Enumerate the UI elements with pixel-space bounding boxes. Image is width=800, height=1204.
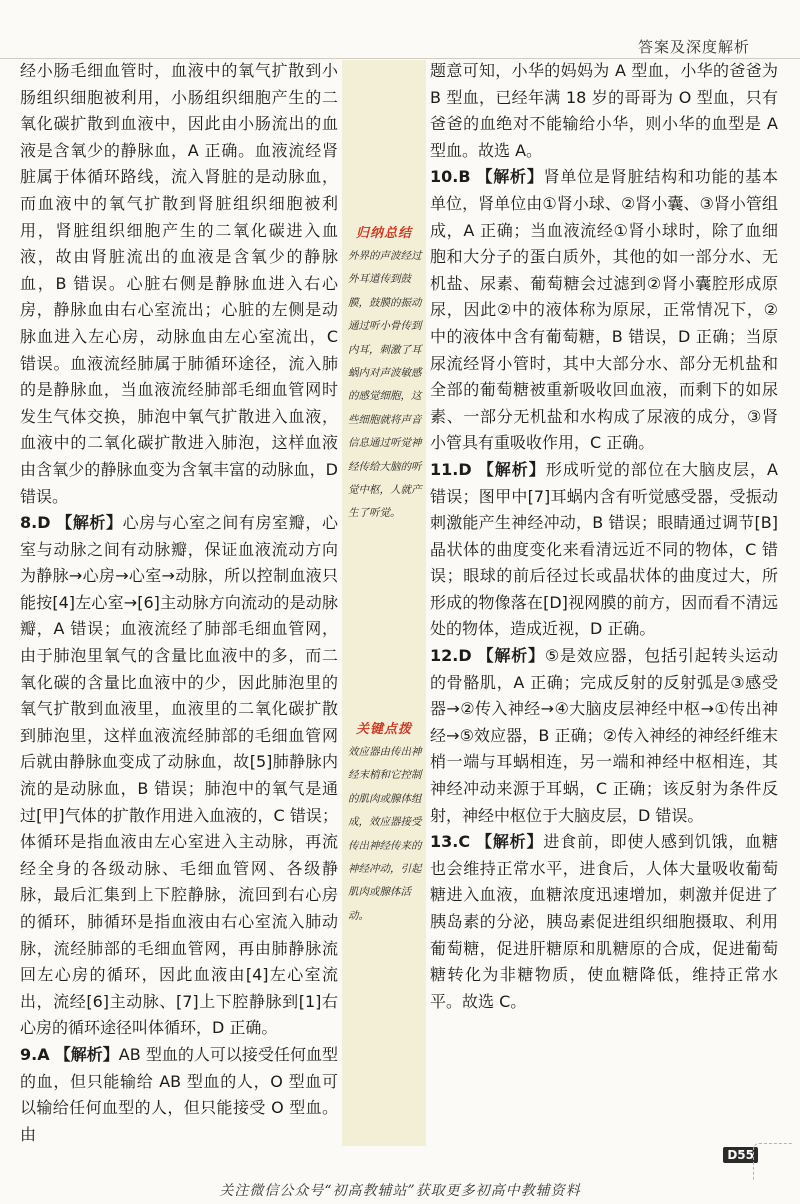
q13-answer: C [458, 832, 471, 852]
question-12 [430, 643, 778, 829]
question-9 [20, 1042, 338, 1148]
summary-heading: 归纳总结 [355, 226, 412, 241]
q8-answer: D [37, 513, 51, 533]
q9-tag: 【解析】 [54, 1044, 119, 1064]
q13-text: 进食前，即使人感到饥饿，血糖也会维持正常水平，进食后，人体大量吸收葡萄糖进入血液，血糖浓度迅速增加，刺激并促进了胰岛素的分泌，胰岛素促进组织细胞摄取、利用葡萄糖，促进肝糖原和肌糖原的合成，促进葡萄糖转化为非糖物质，使血糖降低，维持正常水平。故选 C。 [430, 832, 778, 1011]
summary-note [344, 222, 424, 526]
key-heading: 关键点拨 [355, 722, 412, 737]
q12-text: ⑤是效应器，包括引起转头运动的骨骼肌，A 正确；完成反射的反射弧是③感受器→②传入神经→④大脑皮层神经中枢→①传出神经→⑤效应器，B 正确；②传入神经的神经纤维末梢一端与耳蜗相连，另一端和神经中枢相连，其神经冲动来源于耳蜗，C 正确；该反射为条件反射，神经中枢位于大脑皮层，D 错误。 [430, 646, 778, 825]
page-corner-decoration [753, 1143, 792, 1180]
q8-text: 心房与心室之间有房室瓣，心室与动脉之间有动脉瓣，保证血液流动方向为静脉→心房→心室→动脉，所以控制血液只能按[4]左心室→[6]主动脉方向流动的是动脉瓣，A 错误；血液流经了肺部毛细血管网，由于肺泡里氧气的含量比血液中的多，而二氧化碳的含量比血液中的少，因此肺泡里的氧气扩散到血液里，血液里的二氧化碳扩散到肺泡里，这样血液流经肺部的毛细血管网后就由静脉血变成了动脉血，故[5]肺静脉内流的是动脉血，B 错误；肺泡中的氧气是通过[甲]气体的扩散作用进入血液的，C 错误；体循环是指血液由左心室进入主动脉，再流经全身的各级动脉、毛细血管网、各级静脉，最后汇集到上下腔静脉，流回到右心房的循环，肺循环是指血液由右心室流入肺动脉，流经肺部的毛细血管网，再由肺静脉流回左心房的循环，因此血液由[4]左心室流出，流经[6]主动脉、[7]上下腔静脉到[1]右心房的循环途径叫体循环，D 正确。 [20, 513, 338, 1038]
q11-text: 形成听觉的部位在大脑皮层，A 错误；图甲中[7]耳蜗内含有听觉感受器，受振动刺激能产生神经冲动，B 错误；眼睛通过调节[B]晶状体的曲度变化来看清远近不同的物体，C 错误；眼球的前后径过长或晶状体的曲度过大，所形成的物像落在[D]视网膜的前方，因而看不清远处的物体，造成近视，D 正确。 [430, 459, 778, 639]
left-paragraph-continued: 经小肠毛细血管时，血液中的氧气扩散到小肠组织细胞被利用，小肠组织细胞产生的二氧化碳扩散到血液中，因此由小肠流出的血液是含氧少的静脉血，A 正确。血液流经肾脏属于体循环路线，流入肾脏的是动脉血，而血液中的氧气扩散到肾脏组织细胞被利用，肾脏组织细胞产生的二氧化碳进入血液，故由肾脏流出的血液是含氧少的静脉血，B 错误。心脏右侧是静脉血进入右心房，静脉血由右心室流出；心脏的左侧是动脉血进入左心房，动脉血由左心室流出，C 错误。血液流经肺属于肺循环途径，流入肺的是静脉血，当血液流经肺部毛细血管网时发生气体交换，肺泡中氧气扩散进入血液，血液中的二氧化碳扩散进入肺泡，这样血液由含氧少的静脉血变为含氧丰富的动脉血，D 错误。 [20, 61, 338, 506]
key-text: 效应器由传出神经末梢和它控制的肌肉或腺体组成，效应器接受传出神经传来的神经冲动，引起肌肉或腺体活动。 [348, 746, 422, 922]
q8-number: 8. [20, 513, 38, 533]
q8-tag: 【解析】 [56, 513, 123, 533]
q9-number: 9. [20, 1044, 38, 1064]
q9-answer: A [37, 1044, 50, 1064]
q10-tag: 【解析】 [476, 167, 544, 187]
header-title: 答案及深度解析 [637, 38, 750, 56]
q12-tag: 【解析】 [477, 646, 545, 666]
q10-text: 肾单位是肾脏结构和功能的基本单位，肾单位由①肾小球、②肾小囊、③肾小管组成，A 正确；当血液流经①肾小球时，除了血细胞和大分子的蛋白质外，其他的如一部分水、无机盐、尿素、葡萄糖会过滤到②肾小囊腔形成原尿，因此②中的液体称为原尿，正常情况下，②中的液体中含有葡萄糖，B 错误，D 正确；当原尿流经肾小管时，其中大部分水、部分无机盐和全部的葡萄糖被重新吸收回血液，而剩下的如尿素、一部分无机盐和水构成了尿液的成分，③肾小管具有重吸收作用，C 正确。 [430, 167, 778, 453]
margin-sidebar [342, 60, 426, 1146]
q11-number: 11. [430, 459, 459, 479]
q13-tag: 【解析】 [476, 832, 544, 852]
footer-watermark: 关注微信公众号“初高教辅站”获取更多初高中教辅资料 [219, 1183, 581, 1199]
q12-answer: D [458, 646, 472, 666]
right-paragraph-continued: 题意可知，小华的妈妈为 A 型血，小华的爸爸为 B 型血，已经年满 18 岁的哥哥为 O 型血，只有爸爸的血绝对不能输给小华，则小华的血型是 A 型血。故选 A。 [430, 61, 778, 160]
q11-tag: 【解析】 [477, 459, 546, 479]
right-column [430, 58, 778, 1015]
question-11 [430, 457, 778, 643]
q13-number: 13. [430, 832, 459, 852]
q10-answer: B [458, 167, 471, 187]
left-column [20, 58, 338, 1148]
q10-number: 10. [430, 167, 459, 187]
q11-answer: D [458, 459, 472, 479]
q12-number: 12. [430, 646, 459, 666]
page-header [0, 30, 800, 59]
summary-text: 外界的声波经过外耳道传到鼓膜，鼓膜的振动通过听小骨传到内耳，刺激了耳蜗内对声波敏感的感觉细胞，这些细胞就将声音信息通过听觉神经传给大脑的听觉中枢，人就产生了听觉。 [348, 250, 422, 520]
question-13 [430, 829, 778, 1015]
key-note [344, 718, 424, 928]
question-8 [20, 510, 338, 1042]
q9-text: AB 型血的人可以接受任何血型的血，但只能输给 AB 型血的人，O 型血可以输给任何血型的人，但只能接受 O 型血。由 [20, 1044, 338, 1144]
question-10 [430, 164, 778, 457]
page-number: D55 [723, 1147, 758, 1163]
